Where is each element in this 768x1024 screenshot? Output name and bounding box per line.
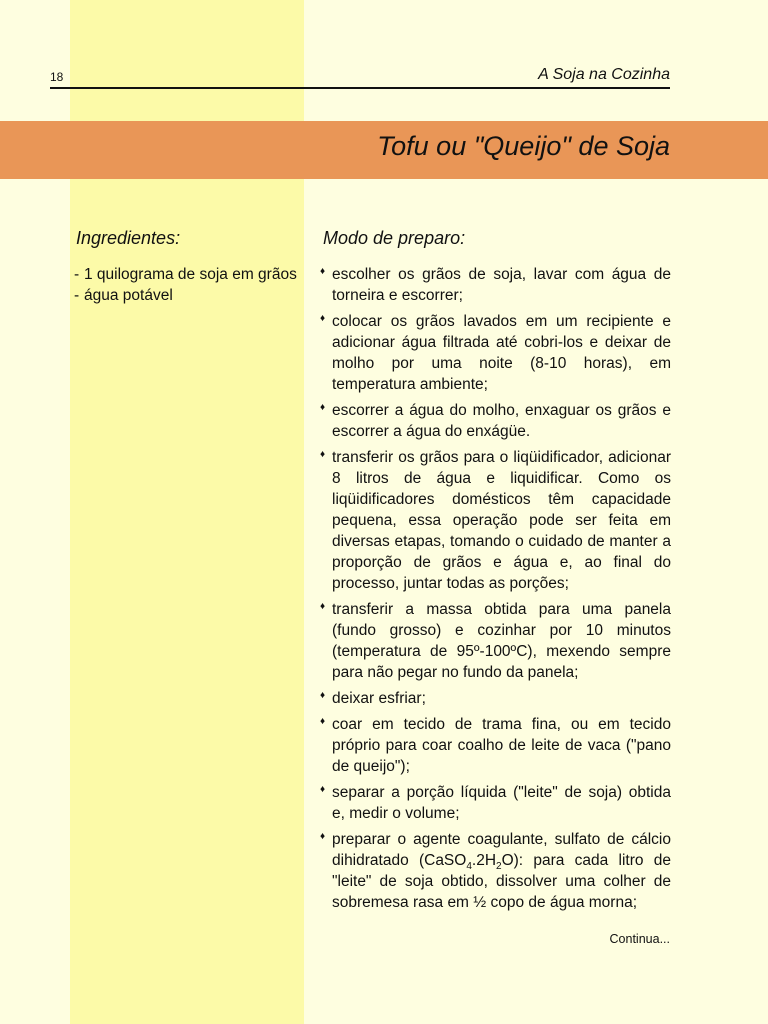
ingredient-text: 1 quilograma de soja em grãos [84, 266, 297, 283]
ingredient-item [74, 285, 297, 306]
step-item [320, 447, 671, 594]
ingredient-item [74, 264, 297, 285]
diamond-bullet-icon: ♦ [320, 716, 326, 727]
ingredients-heading: Ingredientes: [76, 228, 181, 248]
step-text: escolher os grãos de soja, lavar com água de torneira e escorrer; [332, 266, 671, 304]
dash-marker: - [74, 287, 80, 304]
running-title: A Soja na Cozinha [538, 66, 670, 83]
step-text: transferir a massa obtida para uma panela (fundo grosso) e cozinhar por 10 minutos (temperatura de 95º-100ºC), mexendo sempre para não pegar no fundo da panela; [332, 601, 671, 681]
header-rule [50, 87, 670, 89]
step-item [320, 714, 671, 777]
continue-label: Continua... [609, 932, 670, 946]
step-text: deixar esfriar; [332, 690, 426, 707]
diamond-bullet-icon: ♦ [320, 601, 326, 612]
preparation-heading: Modo de preparo: [323, 228, 466, 248]
step-item [320, 599, 671, 683]
step-item [320, 688, 671, 709]
step-text: coar em tecido de trama fina, ou em tecido próprio para coar coalho de leite de vaca ("pano de queijo"); [332, 716, 671, 775]
step-item [320, 400, 671, 442]
step-item [320, 264, 671, 306]
ingredients-list [74, 264, 297, 306]
page-number: 18 [50, 70, 64, 84]
diamond-bullet-icon: ♦ [320, 449, 326, 460]
step-item [320, 782, 671, 824]
dash-marker: - [74, 266, 80, 283]
ingredient-text: água potável [84, 287, 173, 304]
diamond-bullet-icon: ♦ [320, 690, 326, 701]
diamond-bullet-icon: ♦ [320, 784, 326, 795]
page-title: Tofu ou "Queijo" de Soja [377, 131, 670, 161]
step-text: preparar o agente coagulante, sulfato de cálcio dihidratado $(CaSO_4.2H_2O)$: para cada litro de "leite" de soja obtido, dissolver uma colher de sobremesa rasa em ½ copo de água morna; [332, 831, 671, 911]
step-item [320, 829, 671, 913]
step-text: separar a porção líquida ("leite" de soja) obtida e, medir o volume; [332, 784, 671, 822]
step-text: escorrer a água do molho, enxaguar os grãos e escorrer a água do enxágüe. [332, 402, 671, 440]
diamond-bullet-icon: ♦ [320, 313, 326, 324]
step-item [320, 311, 671, 395]
step-text: colocar os grãos lavados em um recipiente e adicionar água filtrada até cobri-los e deixar de molho por uma noite (8-10 horas), em temperatura ambiente; [332, 313, 671, 393]
step-text: transferir os grãos para o liqüidificador, adicionar 8 litros de água e liquidificar. Como os liqüidificadores domésticos têm capacidade pequena, essa operação pode ser feita em diversas etapas, tomando o cuidado de manter a proporção de grãos e água e, ao final do processo, juntar todas as porções; [332, 449, 671, 592]
diamond-bullet-icon: ♦ [320, 831, 326, 842]
diamond-bullet-icon: ♦ [320, 266, 326, 277]
diamond-bullet-icon: ♦ [320, 402, 326, 413]
preparation-steps [320, 264, 671, 918]
